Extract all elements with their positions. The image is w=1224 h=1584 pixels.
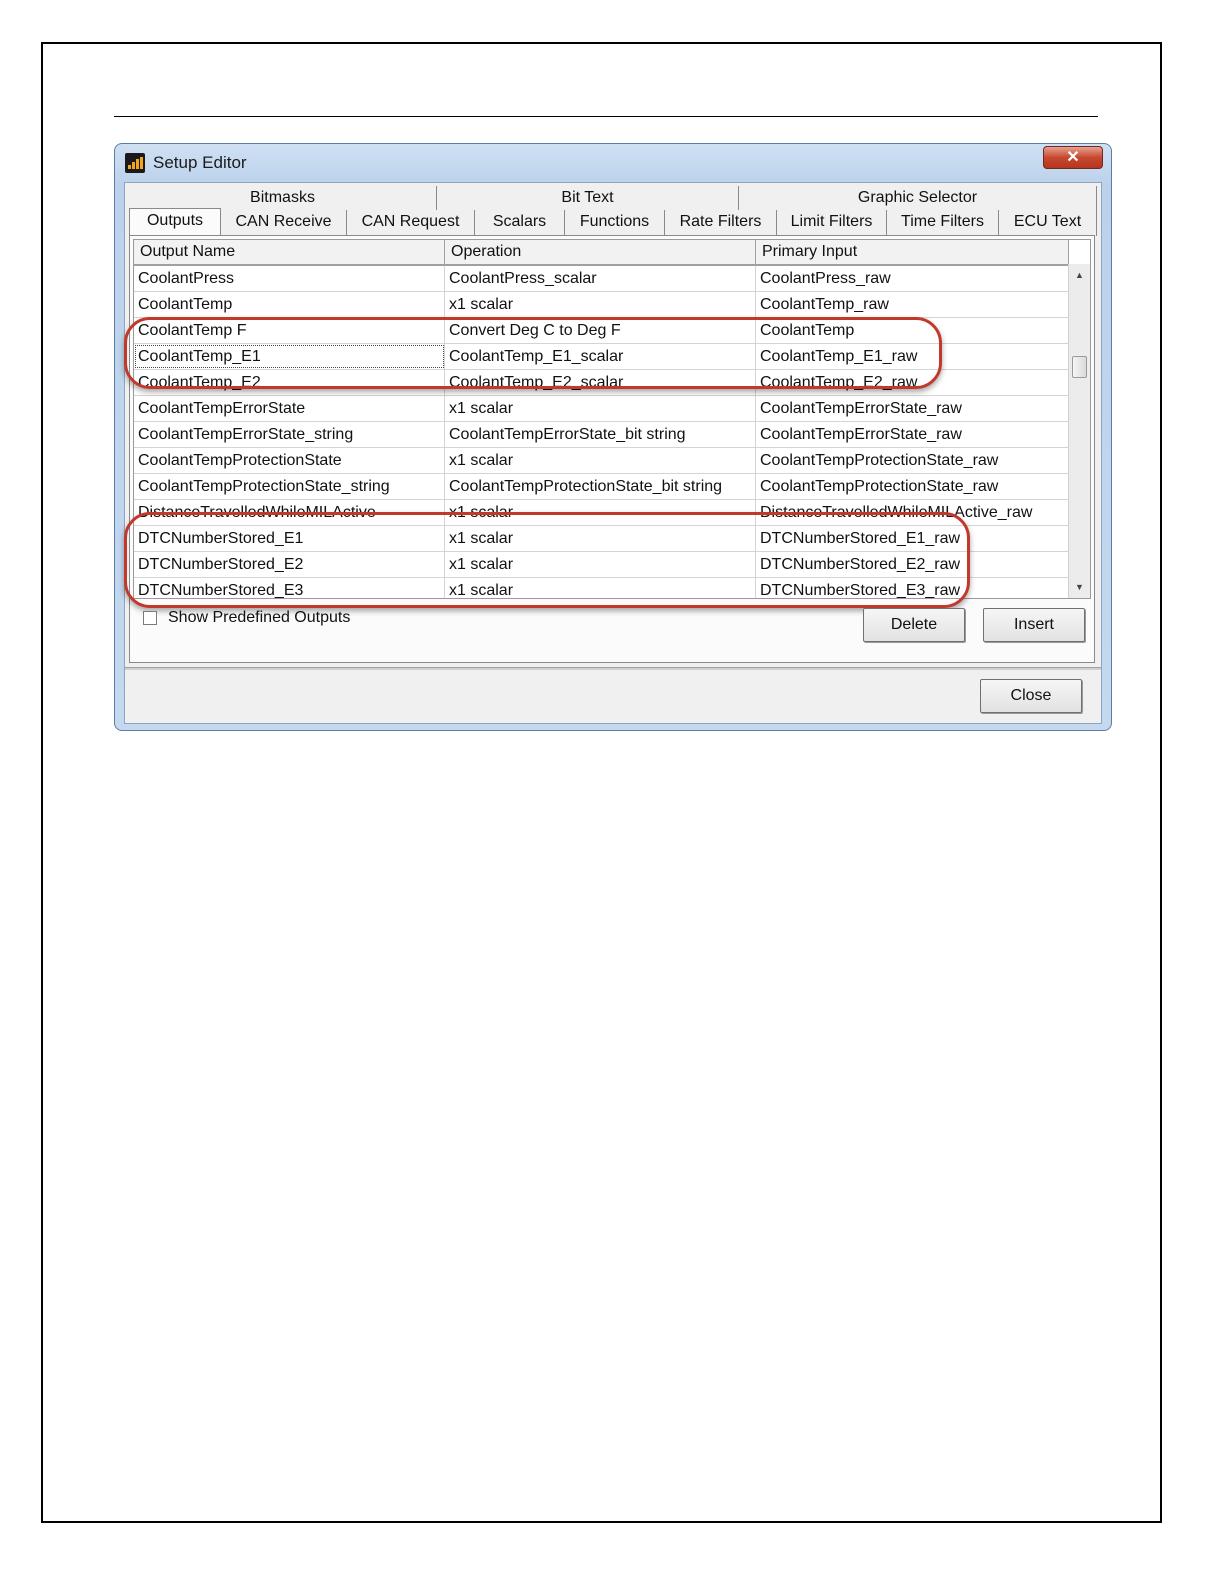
cell-primary-input[interactable]: CoolantTemp_E1_raw — [756, 344, 1069, 369]
tab-rate-filters[interactable]: Rate Filters — [665, 210, 777, 236]
tab-bit-text[interactable]: Bit Text — [437, 186, 739, 210]
cell-operation[interactable]: CoolantPress_scalar — [445, 266, 756, 291]
show-predefined-checkbox[interactable] — [143, 611, 157, 625]
cell-primary-input[interactable]: CoolantTemp_E2_raw — [756, 370, 1069, 395]
column-header-primary-input[interactable]: Primary Input — [756, 240, 1069, 264]
cell-operation[interactable]: x1 scalar — [445, 500, 756, 525]
cell-operation[interactable]: x1 scalar — [445, 578, 756, 599]
cell-primary-input[interactable]: CoolantTempErrorState_raw — [756, 396, 1069, 421]
show-predefined-label: Show Predefined Outputs — [168, 609, 351, 626]
cell-output-name[interactable]: CoolantPress — [134, 266, 445, 291]
cell-output-name[interactable]: CoolantTempErrorState — [134, 396, 445, 421]
delete-button[interactable]: Delete — [863, 608, 965, 642]
tab-can-request[interactable]: CAN Request — [347, 210, 475, 236]
tab-ecu-text[interactable]: ECU Text — [999, 210, 1097, 236]
cell-operation[interactable]: x1 scalar — [445, 396, 756, 421]
tab-row-1 — [129, 186, 1095, 210]
table-row[interactable] — [134, 578, 1069, 599]
cell-primary-input[interactable]: CoolantTemp — [756, 318, 1069, 343]
app-icon — [125, 153, 145, 173]
table-row[interactable] — [134, 526, 1069, 552]
table-row[interactable] — [134, 422, 1069, 448]
tab-functions[interactable]: Functions — [565, 210, 665, 236]
cell-output-name[interactable]: DTCNumberStored_E1 — [134, 526, 445, 551]
tab-bitmasks[interactable]: Bitmasks — [129, 186, 437, 210]
table-row[interactable] — [134, 370, 1069, 396]
cell-primary-input[interactable]: CoolantTempErrorState_raw — [756, 422, 1069, 447]
insert-button[interactable]: Insert — [983, 608, 1085, 642]
cell-output-name[interactable]: CoolantTemp_E1 — [134, 344, 445, 369]
cell-primary-input[interactable]: DTCNumberStored_E3_raw — [756, 578, 1069, 599]
cell-primary-input[interactable]: DTCNumberStored_E1_raw — [756, 526, 1069, 551]
cell-output-name[interactable]: DistanceTravelledWhileMILActive — [134, 500, 445, 525]
title-bar[interactable] — [115, 144, 1111, 182]
tab-limit-filters[interactable]: Limit Filters — [777, 210, 887, 236]
window-title: Setup Editor — [153, 153, 247, 172]
table-row[interactable] — [134, 344, 1069, 370]
tab-outputs[interactable]: Outputs — [129, 208, 221, 237]
table-row[interactable] — [134, 448, 1069, 474]
close-button[interactable]: Close — [980, 679, 1082, 713]
cell-primary-input[interactable]: DTCNumberStored_E2_raw — [756, 552, 1069, 577]
cell-operation[interactable]: x1 scalar — [445, 526, 756, 551]
outputs-grid — [133, 239, 1091, 599]
grid-header — [134, 240, 1069, 266]
tab-row-2 — [129, 210, 1095, 236]
cell-output-name[interactable]: CoolantTempProtectionState_string — [134, 474, 445, 499]
cell-output-name[interactable]: CoolantTempProtectionState — [134, 448, 445, 473]
close-icon: ✕ — [1066, 149, 1080, 166]
window-close-button[interactable] — [1043, 146, 1103, 169]
tab-scalars[interactable]: Scalars — [475, 210, 565, 236]
cell-primary-input[interactable]: CoolantTemp_raw — [756, 292, 1069, 317]
cell-output-name[interactable]: DTCNumberStored_E3 — [134, 578, 445, 599]
cell-primary-input[interactable]: CoolantPress_raw — [756, 266, 1069, 291]
cell-operation[interactable]: x1 scalar — [445, 292, 756, 317]
cell-primary-input[interactable]: CoolantTempProtectionState_raw — [756, 474, 1069, 499]
table-row[interactable] — [134, 552, 1069, 578]
page-rule — [114, 116, 1098, 117]
tab-graphic-selector[interactable]: Graphic Selector — [739, 186, 1097, 210]
table-row[interactable] — [134, 292, 1069, 318]
cell-operation[interactable]: CoolantTemp_E2_scalar — [445, 370, 756, 395]
cell-output-name[interactable]: DTCNumberStored_E2 — [134, 552, 445, 577]
client-area — [124, 182, 1102, 724]
cell-operation[interactable]: CoolantTempProtectionState_bit string — [445, 474, 756, 499]
grid-rows — [134, 266, 1069, 599]
outputs-panel — [129, 235, 1095, 663]
cell-operation[interactable]: Convert Deg C to Deg F — [445, 318, 756, 343]
cell-output-name[interactable]: CoolantTemp F — [134, 318, 445, 343]
tab-can-receive[interactable]: CAN Receive — [221, 210, 347, 236]
table-row[interactable] — [134, 318, 1069, 344]
cell-operation[interactable]: x1 scalar — [445, 448, 756, 473]
tab-time-filters[interactable]: Time Filters — [887, 210, 999, 236]
cell-operation[interactable]: CoolantTempErrorState_bit string — [445, 422, 756, 447]
cell-output-name[interactable]: CoolantTempErrorState_string — [134, 422, 445, 447]
cell-output-name[interactable]: CoolantTemp_E2 — [134, 370, 445, 395]
table-row[interactable] — [134, 396, 1069, 422]
cell-operation[interactable]: CoolantTemp_E1_scalar — [445, 344, 756, 369]
table-row[interactable] — [134, 500, 1069, 526]
cell-primary-input[interactable]: CoolantTempProtectionState_raw — [756, 448, 1069, 473]
scroll-up-icon[interactable]: ▲ — [1075, 270, 1084, 280]
vertical-scrollbar[interactable] — [1068, 264, 1090, 598]
footer-separator — [125, 667, 1101, 670]
cell-primary-input[interactable]: DistanceTravelledWhileMILActive_raw — [756, 500, 1069, 525]
column-header-operation[interactable]: Operation — [445, 240, 756, 264]
table-row[interactable] — [134, 474, 1069, 500]
column-header-output-name[interactable]: Output Name — [134, 240, 445, 264]
cell-output-name[interactable]: CoolantTemp — [134, 292, 445, 317]
scroll-thumb[interactable] — [1072, 356, 1087, 378]
table-row[interactable] — [134, 266, 1069, 292]
scroll-down-icon[interactable]: ▼ — [1075, 582, 1084, 592]
setup-editor-window — [114, 143, 1112, 731]
cell-operation[interactable]: x1 scalar — [445, 552, 756, 577]
